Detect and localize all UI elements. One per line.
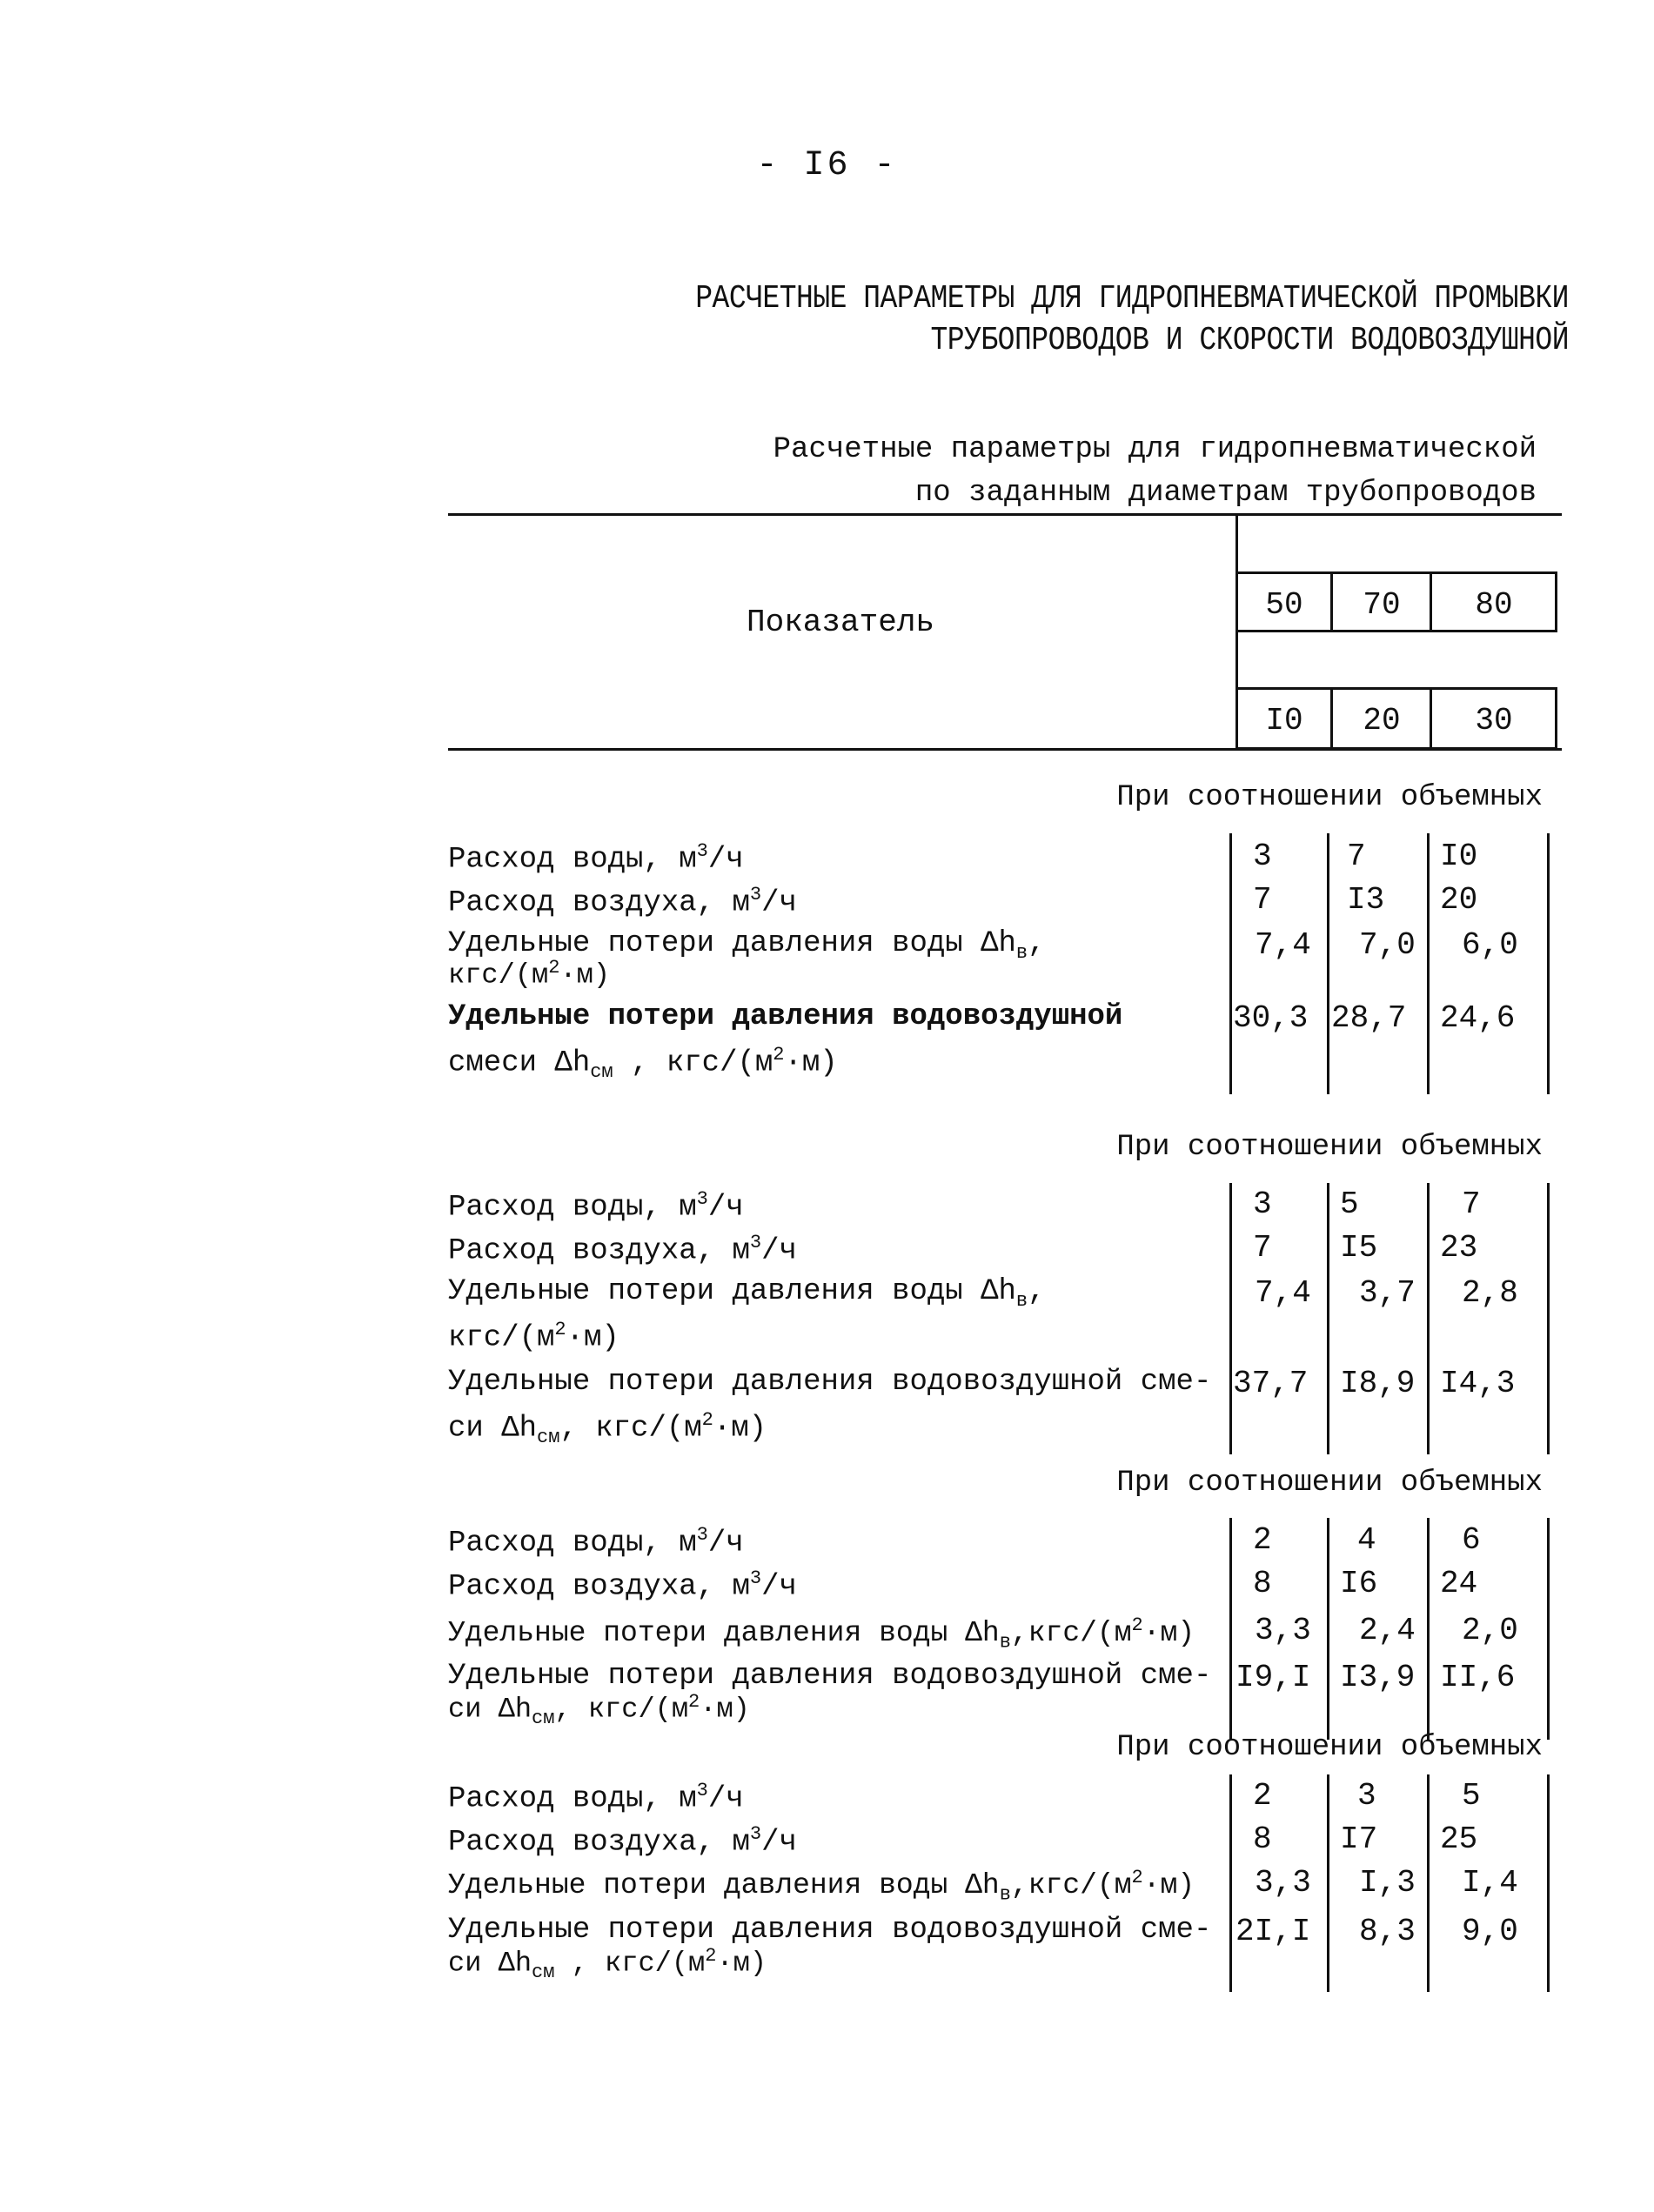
value: 2I,I [1235,1914,1311,1949]
value: 7 [1462,1186,1481,1222]
row-label-water: Расход воды, $м^3/ч$ [448,1188,744,1225]
table-caption-line-2: по заданным диаметрам трубопроводов [914,477,1537,510]
row-label-air: Расход воздуха, $м^3/ч$ [448,1823,797,1860]
header-row2-value: 20 [1363,703,1401,738]
row-label-air: Расход воздуха, $м^3/ч$ [448,1567,797,1604]
row-label-mix-loss: Удельные потери давления водовоздушной [448,1000,1123,1033]
row-label-water-loss: Удельные потери давления воды $\Delta h_в,кгс/(м^2\cdot м)$ [448,1614,1195,1654]
row-label-unit: кгс/$(м^2\cdot м)$ [448,1319,619,1355]
col-divider [1229,1518,1232,1740]
value: I9,I [1235,1660,1311,1695]
value: 3,3 [1255,1865,1311,1901]
section-4-caption: При соотношении объемных [1116,1731,1543,1764]
value: 7,4 [1255,927,1311,963]
value: I8,9 [1340,1366,1416,1401]
row-label-water-loss: Удельные потери давления воды $\Delta h_в,кгс/(м^2\cdot м)$ [448,1867,1195,1906]
col-divider [1547,1774,1550,1992]
row-label-water-loss: Удельные потери давления воды $\Delta h_в$, [448,1275,1046,1312]
page-number: - I6 - [756,146,898,185]
diameter-50: 50 [1265,587,1303,623]
row-label-water-loss: Удельные потери давления воды $\Delta h_в$, [448,927,1046,964]
value: 3 [1253,1186,1272,1222]
value: I3,9 [1340,1660,1416,1695]
value: 2 [1253,1778,1272,1814]
col-divider [1229,833,1232,1094]
value: 6,0 [1462,927,1518,963]
title-line-1: РАСЧЕТНЫЕ ПАРАМЕТРЫ ДЛЯ ГИДРОПНЕВМАТИЧЕСКОЙ ПРОМЫВКИ [695,280,1569,317]
diameter-80: 80 [1475,587,1513,623]
row-label-air: Расход воздуха, $м^3/ч$ [448,1232,797,1268]
value: I4,3 [1440,1366,1516,1401]
value: 23 [1440,1230,1478,1266]
value: 28,7 [1331,1000,1407,1036]
row-label-mix-loss-cont: си $\Delta h_{см}$, кгс/$(м^2\cdot м)$ [448,1409,767,1449]
row-label-water: Расход воды, $м^3/ч$ [448,840,744,877]
col-divider [1427,833,1430,1094]
col-divider [1327,1518,1329,1740]
value: 2,8 [1462,1275,1518,1311]
table-top-rule [448,513,1562,516]
row-label-air: Расход воздуха, $м^3/ч$ [448,884,797,920]
value: 24 [1440,1566,1478,1601]
value: 24,6 [1440,1000,1516,1036]
value: 5 [1340,1186,1359,1222]
value: I,3 [1359,1865,1416,1901]
header-row2-value: I0 [1265,703,1303,738]
col-divider [1427,1774,1430,1992]
value: 7,4 [1255,1275,1311,1311]
value: 7 [1253,1230,1272,1266]
title-line-2: ТРУБОПРОВОДОВ И СКОРОСТИ ВОДОВОЗДУШНОЙ [930,322,1569,359]
value: 2,0 [1462,1613,1518,1648]
value: 6 [1462,1522,1481,1558]
section-2-caption: При соотношении объемных [1116,1131,1543,1164]
value: I7 [1340,1821,1378,1857]
col-divider [1547,1518,1550,1740]
value: 7 [1347,839,1366,874]
value: 2 [1253,1522,1272,1558]
value: I5 [1340,1230,1378,1266]
value: 4 [1357,1522,1376,1558]
value: 5 [1462,1778,1481,1814]
col-divider [1229,1183,1232,1454]
value: 30,3 [1233,1000,1309,1036]
col-divider [1427,1183,1430,1454]
value: 9,0 [1462,1914,1518,1949]
value: II,6 [1440,1660,1516,1695]
row-label-mix-loss-cont: смеси $\Delta h_{см}$ , кгс/$(м^2\cdot м)$ [448,1044,838,1084]
row-label-unit: кгс/$(м^2\cdot м)$ [448,957,611,992]
value: I3 [1347,882,1385,918]
row-label-water: Расход воды, $м^3/ч$ [448,1524,744,1560]
col-divider [1327,833,1329,1094]
value: 37,7 [1233,1366,1309,1401]
value: 3,3 [1255,1613,1311,1648]
value: 8,3 [1359,1914,1416,1949]
indicator-header: Показатель [747,605,935,640]
value: 7 [1253,882,1272,918]
row-label-mix-loss-cont: си $\Delta h_{см}$ , кгс/$(м^2\cdot м)$ [448,1945,767,1984]
value: 25 [1440,1821,1478,1857]
section-3-caption: При соотношении объемных [1116,1467,1543,1500]
value: 3 [1253,839,1272,874]
row-label-water: Расход воды, $м^3/ч$ [448,1780,744,1816]
value: I,4 [1462,1865,1518,1901]
value: 20 [1440,882,1478,918]
col-divider [1427,1518,1430,1740]
col-divider [1547,1183,1550,1454]
table-caption-line-1: Расчетные параметры для гидропневматической [773,433,1537,466]
col-divider [1229,1774,1232,1992]
value: I0 [1440,839,1478,874]
value: 7,0 [1359,927,1416,963]
col-divider [1327,1183,1329,1454]
value: 8 [1253,1566,1272,1601]
value: I6 [1340,1566,1378,1601]
header-row2-value: 30 [1475,703,1513,738]
col-divider [1327,1774,1329,1992]
row-label-mix-loss: Удельные потери давления водовоздушной сме- [448,1660,1212,1693]
value: 2,4 [1359,1613,1416,1648]
value: 3 [1357,1778,1376,1814]
row-label-mix-loss: Удельные потери давления водовоздушной сме- [448,1366,1212,1399]
section-1-caption: При соотношении объемных [1116,781,1543,814]
diameter-70: 70 [1363,587,1401,623]
row-label-mix-loss: Удельные потери давления водовоздушной сме- [448,1914,1212,1947]
value: 8 [1253,1821,1272,1857]
col-divider [1547,833,1550,1094]
row-label-mix-loss-cont: си $\Delta h_{см}$, кгс/$(м^2\cdot м)$ [448,1691,750,1730]
value: 3,7 [1359,1275,1416,1311]
